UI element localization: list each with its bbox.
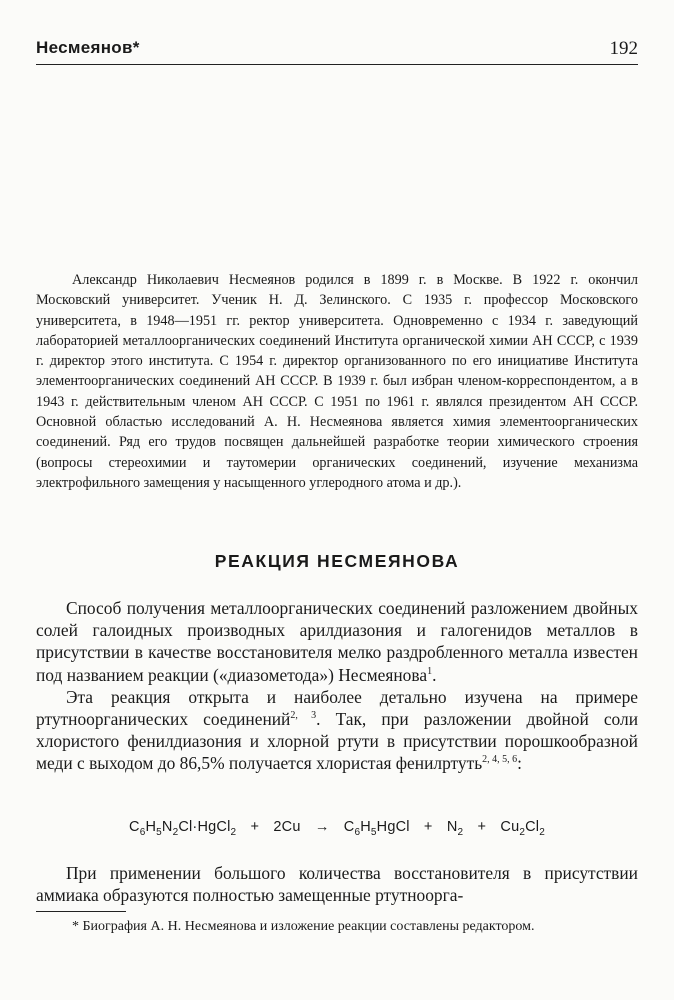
reactant-1: $C_6H_5N_2Cl\cdot HgCl_2$ — [129, 819, 237, 838]
plus-sign: + — [477, 819, 487, 835]
biography-paragraph — [36, 270, 638, 493]
running-header — [36, 38, 638, 65]
section-heading: РЕАКЦИЯ НЕСМЕЯНОВА — [214, 551, 460, 571]
reference-1: 1 — [427, 665, 433, 677]
paragraph-2 — [36, 686, 638, 775]
paragraph-2-text-a: Эта реакция открыта и наиболее детально изучена на примере ртутноорганических соединений — [36, 686, 638, 730]
reactant-2: 2Cu — [273, 819, 301, 835]
chemical-equation — [36, 819, 638, 838]
paragraph-2-text-b: . Так, при разложении двойной соли хлористого фенилдиазония и хлорной ртути в присутствии порошкообразной меди с выходом до 86,5% получается хлористая фенилртуть — [36, 709, 639, 774]
product-3: $Cu_2Cl_2$ — [500, 819, 545, 838]
paragraph-1-text: Способ получения металлоорганических соединений разложением двойных солей галоидных производных арилдиазония и галогенидов металлов в присутствии в качестве восстановителя мелко раздробленного металла известен под названием реакции («диазометода») Несмеянова — [36, 598, 638, 685]
product-2: $N_2$ — [446, 819, 464, 838]
footnote-divider — [36, 911, 126, 912]
main-text-continued — [36, 862, 638, 906]
reaction-arrow: → — [314, 819, 330, 835]
biography-text: Александр Николаевич Несмеянов родился в 1899 г. в Москве. В 1922 г. окончил Московский университет. Ученик Н. Д. Зелинского. С 1935 г. профессор Московского университета, в 1948—1951 гг. ректор университета. Одновременно с 1934 г. заведующий лабораторией металлоорганических соединений Института органической химии АН СССР, с 1939 г. директор этого института. С 1954 г. директор организованного по его инициативе Института элементоорганических соединений АН СССР. В 1939 г. был избран членом-корреспондентом, а в 1943 г. действительным членом АН СССР. С 1951 по 1961 г. являлся президентом АН СССР. Основной областью исследований А. Н. Несмеянова является химия элементоорганических соединений. Ряд его трудов посвящен дальнейшей разработке теории химического строения (вопросы стереохимии и таутомерии органических соединений, изучение механизма электрофильного замещения у насыщенного углеродного атома и др.). — [36, 272, 638, 491]
footnote — [36, 917, 620, 937]
footnote-text: * Биография А. Н. Несмеянова и изложение реакции составлены редактором. — [72, 919, 535, 934]
running-title: Несмеянов* — [36, 38, 140, 57]
reference-2-4-5-6: 2, 4, 5, 6 — [482, 754, 518, 766]
paragraph-1-end: . — [432, 664, 437, 685]
main-text — [36, 597, 638, 775]
paragraph-2-end: : — [517, 753, 522, 774]
reference-2-3: 2, 3 — [290, 710, 317, 722]
plus-sign: + — [250, 819, 260, 835]
page-number: 192 — [609, 38, 638, 59]
paragraph-3: При применении большого количества восстановителя в присутствии аммиака образуются полностью замещенные ртутноорга- — [36, 863, 638, 906]
paragraph-1 — [36, 597, 638, 686]
product-1: $C_6H_5HgCl$ — [343, 819, 410, 838]
plus-sign: + — [423, 819, 433, 835]
